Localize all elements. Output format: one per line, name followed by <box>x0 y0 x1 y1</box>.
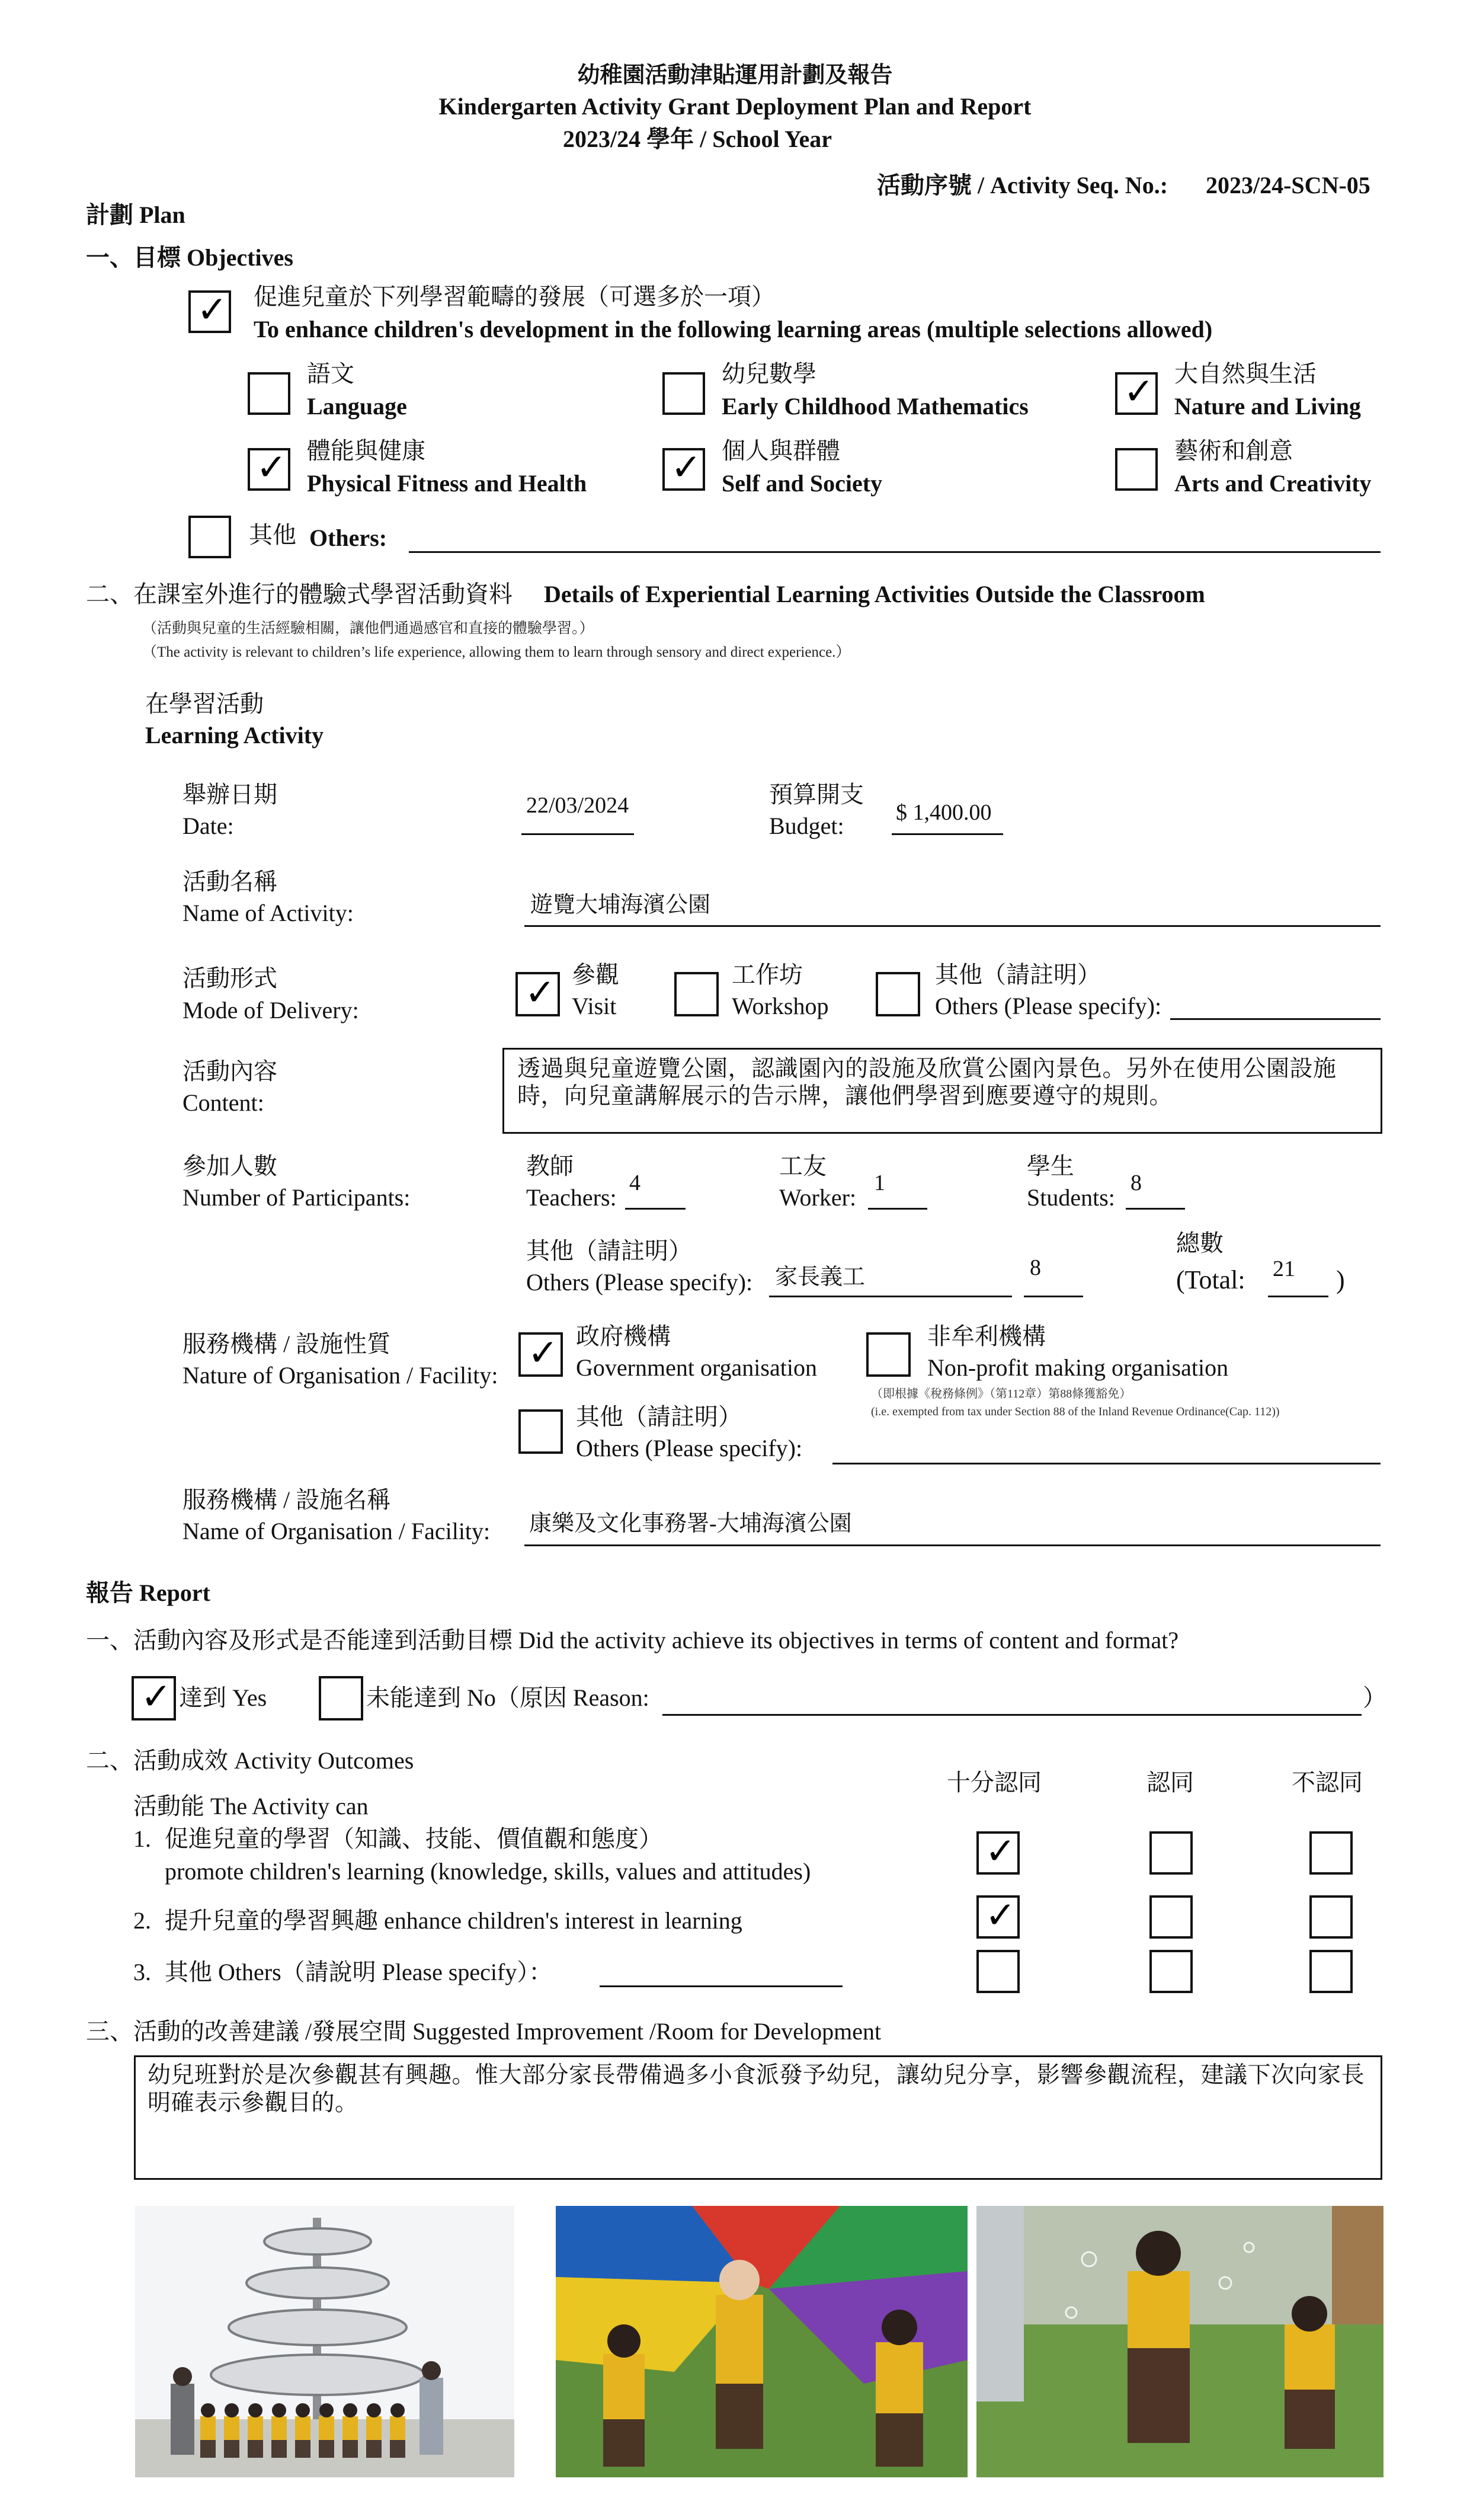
mode-label-zh: 活動形式 <box>182 965 277 992</box>
outcome-3-specify-field[interactable] <box>600 1985 843 1987</box>
title-en: Kindergarten Activity Grant Deployment Plan and Report <box>438 93 1032 120</box>
participants-others-specify-line <box>769 1296 1012 1297</box>
area-self-society-checkbox[interactable] <box>662 448 705 491</box>
photo-bubbles-lawn <box>976 2206 1383 2477</box>
objectives-intro-checkbox[interactable] <box>188 290 231 333</box>
objectives-heading: 一、目標 Objectives <box>86 244 293 271</box>
teachers-label-zh: 教師 <box>526 1153 574 1179</box>
plan-heading: 計劃 Plan <box>86 202 185 228</box>
area-language-checkbox[interactable] <box>248 372 290 415</box>
students-label-en: Students: <box>1027 1184 1115 1211</box>
students-value: 8 <box>1130 1171 1142 1195</box>
participants-label-en: Number of Participants: <box>182 1184 411 1211</box>
total-label-zh: 總數 <box>1176 1230 1224 1256</box>
report-no-checkbox[interactable] <box>319 1676 363 1720</box>
participants-others-value-line <box>1024 1296 1083 1297</box>
details-heading-zh: 二、在課室外進行的體驗式學習活動資料 <box>86 581 513 607</box>
scale-disagree: 不認同 <box>1292 1769 1363 1796</box>
objectives-others-zh: 其他 <box>249 522 296 548</box>
org-government-checkbox[interactable] <box>518 1332 563 1377</box>
mode-others-field[interactable] <box>1170 1018 1381 1020</box>
learning-activity-zh: 在學習活動 <box>145 690 264 717</box>
outcome-3-agree-checkbox[interactable] <box>1149 1950 1193 1993</box>
seq-label: 活動序號 / Activity Seq. No.: <box>877 172 1168 199</box>
photo-bubbles-lawn-image <box>976 2206 1383 2477</box>
org-nonprofit-checkbox[interactable] <box>866 1332 911 1377</box>
area-nature-en: Nature and Living <box>1174 393 1361 420</box>
outcomes-heading: 二、活動成效 Activity Outcomes <box>86 1747 414 1774</box>
org-name-value: 康樂及文化事務署-大埔海濱公園 <box>529 1511 852 1536</box>
report-heading: 報告 Report <box>86 1579 210 1606</box>
mode-workshop-checkbox[interactable] <box>674 972 719 1016</box>
total-label-en: (Total: <box>1176 1265 1245 1294</box>
org-name-label-zh: 服務機構 / 設施名稱 <box>182 1486 391 1513</box>
budget-value: $ 1,400.00 <box>896 800 992 825</box>
outcome-3-strongly-agree-checkbox[interactable] <box>976 1950 1020 1993</box>
area-language-en: Language <box>307 393 407 420</box>
school-year: 2023/24 學年 / School Year <box>563 126 832 152</box>
details-heading-en: Details of Experiential Learning Activities Outside the Classroom <box>544 581 1205 607</box>
mode-visit-en: Visit <box>572 993 617 1019</box>
outcome-1-strongly-agree-checkbox[interactable] <box>976 1831 1020 1875</box>
improvement-text: 幼兒班對於是次參觀甚有興趣。惟大部分家長帶備過多小食派發予幼兒，讓幼兒分享，影響參觀流程，建議下次向家長明確表示參觀目的。 <box>148 2062 1365 2116</box>
scale-agree: 認同 <box>1146 1769 1194 1796</box>
activity-can-label: 活動能 The Activity can <box>133 1793 369 1819</box>
participants-others-specify: 家長義工 <box>775 1265 866 1290</box>
report-no-close: ） <box>1363 1684 1386 1711</box>
area-math-checkbox[interactable] <box>662 372 705 415</box>
org-government-en: Government organisation <box>576 1354 817 1381</box>
objectives-intro-zh: 促進兒童於下列學習範疇的發展（可選多於一項） <box>254 283 775 310</box>
report-no-reason-field[interactable] <box>662 1714 1362 1716</box>
outcome-2-num: 2. <box>133 1907 151 1934</box>
worker-label-zh: 工友 <box>779 1153 827 1179</box>
teachers-label-en: Teachers: <box>526 1184 617 1211</box>
details-note-en: （The activity is relevant to children’s life experience, allowing them to learn through sensory and direct experience.） <box>142 644 851 660</box>
area-arts-checkbox[interactable] <box>1115 448 1158 491</box>
details-note-zh: （活動與兒童的生活經驗相關，讓他們通過感官和直接的體驗學習。） <box>142 621 594 637</box>
outcome-2-strongly-agree-checkbox[interactable] <box>976 1895 1020 1939</box>
nonprofit-note-zh: （即根據《稅務條例》（第112章）第88條獲豁免） <box>871 1387 1132 1400</box>
budget-label-en: Budget: <box>769 813 844 839</box>
report-yes-checkbox[interactable] <box>132 1676 176 1720</box>
mode-others-checkbox[interactable] <box>876 972 920 1016</box>
area-fitness-en: Physical Fitness and Health <box>307 470 587 497</box>
area-fitness-checkbox[interactable] <box>248 448 290 491</box>
worker-label-en: Worker: <box>779 1184 857 1211</box>
mode-workshop-en: Workshop <box>732 993 829 1019</box>
budget-field-line <box>892 833 1003 835</box>
area-nature-zh: 大自然與生活 <box>1174 360 1317 387</box>
title-zh: 幼稚園活動津貼運用計劃及報告 <box>577 62 893 88</box>
outcome-2-disagree-checkbox[interactable] <box>1309 1895 1353 1939</box>
objectives-intro-en: To enhance children's development in the following learning areas (multiple selections allowed) <box>254 316 1213 343</box>
outcome-1-disagree-checkbox[interactable] <box>1309 1831 1353 1875</box>
outcome-3-disagree-checkbox[interactable] <box>1309 1950 1353 1993</box>
objectives-others-en: Others: <box>309 525 387 551</box>
org-others-en: Others (Please specify): <box>576 1435 803 1462</box>
teachers-line <box>625 1208 686 1210</box>
org-others-checkbox[interactable] <box>518 1409 563 1454</box>
content-value: 透過與兒童遊覽公園，認識園內的設施及欣賞公園內景色。另外在使用公園設施時，向兒童講解展示的告示牌，讓他們學習到應要遵守的規則。 <box>517 1056 1337 1109</box>
date-label-en: Date: <box>182 813 234 839</box>
date-value: 22/03/2024 <box>526 793 629 818</box>
activity-name-value: 遊覽大埔海濱公園 <box>530 893 711 917</box>
org-others-field[interactable] <box>832 1463 1381 1464</box>
area-math-en: Early Childhood Mathematics <box>722 393 1029 420</box>
learning-activity-en: Learning Activity <box>145 722 324 749</box>
org-nonprofit-zh: 非牟利機構 <box>927 1323 1046 1349</box>
area-language-zh: 語文 <box>307 360 354 387</box>
org-name-label-en: Name of Organisation / Facility: <box>182 1518 491 1544</box>
org-nature-label-en: Nature of Organisation / Facility: <box>182 1362 498 1389</box>
participants-label-zh: 參加人數 <box>182 1153 277 1179</box>
org-government-zh: 政府機構 <box>576 1323 671 1349</box>
photo-parachute-play <box>556 2206 968 2477</box>
photo-parachute-play-image <box>556 2206 968 2477</box>
report-q1: 一、活動內容及形式是否能達到活動目標 Did the activity achieve its objectives in terms of content and format? <box>86 1627 1179 1654</box>
outcome-2-zh: 提升兒童的學習興趣 enhance children's interest in learning <box>165 1907 742 1934</box>
report-yes-label: 達到 Yes <box>179 1684 267 1711</box>
improvement-heading: 三、活動的改善建議 /發展空間 Suggested Improvement /Room for Development <box>86 2018 882 2045</box>
improvement-box <box>134 2055 1382 2180</box>
outcome-3-num: 3. <box>133 1959 151 1985</box>
area-math-zh: 幼兒數學 <box>722 360 816 387</box>
area-fitness-zh: 體能與健康 <box>307 437 425 464</box>
outcome-1-zh: 促進兒童的學習（知識、技能、價值觀和態度） <box>165 1825 662 1852</box>
org-nature-label-zh: 服務機構 / 設施性質 <box>182 1331 391 1357</box>
content-label-zh: 活動內容 <box>182 1058 277 1085</box>
content-box <box>502 1048 1382 1134</box>
worker-value: 1 <box>874 1171 885 1195</box>
org-others-zh: 其他（請註明） <box>576 1403 742 1430</box>
org-name-line <box>524 1544 1381 1546</box>
participants-others-zh: 其他（請註明） <box>526 1237 692 1264</box>
budget-label-zh: 預算開支 <box>769 781 864 808</box>
area-self-society-en: Self and Society <box>722 470 883 497</box>
mode-visit-checkbox[interactable] <box>515 972 560 1016</box>
participants-others-value: 8 <box>1030 1255 1041 1280</box>
mode-workshop-zh: 工作坊 <box>732 961 803 988</box>
area-nature-checkbox[interactable] <box>1115 372 1158 415</box>
area-arts-zh: 藝術和創意 <box>1174 437 1293 464</box>
content-label-en: Content: <box>182 1089 264 1116</box>
total-line <box>1268 1296 1328 1297</box>
outcome-1-en: promote children's learning (knowledge, skills, values and attitudes) <box>165 1858 811 1885</box>
outcome-1-agree-checkbox[interactable] <box>1149 1831 1193 1875</box>
report-no-label: 未能達到 No（原因 Reason: <box>366 1684 649 1711</box>
objectives-others-checkbox[interactable] <box>188 516 231 558</box>
photo-group-tower-image <box>135 2206 514 2477</box>
mode-visit-zh: 參觀 <box>572 961 619 988</box>
activity-name-label-zh: 活動名稱 <box>182 868 277 895</box>
mode-label-en: Mode of Delivery: <box>182 997 359 1024</box>
outcome-3-zh: 其他 Others（請說明 Please specify）： <box>165 1959 553 1985</box>
students-line <box>1126 1208 1185 1210</box>
area-self-society-zh: 個人與群體 <box>722 437 840 464</box>
objectives-others-field[interactable] <box>409 551 1381 553</box>
date-label-zh: 舉辦日期 <box>182 781 277 808</box>
date-field-line <box>521 833 634 835</box>
seq-value: 2023/24-SCN-05 <box>1206 172 1370 199</box>
activity-name-label-en: Name of Activity: <box>182 900 354 926</box>
activity-name-line <box>524 925 1381 927</box>
scale-strongly-agree: 十分認同 <box>947 1769 1042 1796</box>
outcome-2-agree-checkbox[interactable] <box>1149 1895 1193 1939</box>
total-close: ) <box>1336 1265 1345 1294</box>
participants-others-en: Others (Please specify): <box>526 1269 753 1296</box>
photo-group-tower <box>135 2206 514 2477</box>
nonprofit-note-en: (i.e. exempted from tax under Section 88 of the Inland Revenue Ordinance(Cap. 112)) <box>871 1405 1280 1418</box>
outcome-1-num: 1. <box>133 1825 151 1852</box>
students-label-zh: 學生 <box>1027 1153 1074 1179</box>
area-arts-en: Arts and Creativity <box>1174 470 1372 497</box>
teachers-value: 4 <box>629 1171 640 1195</box>
mode-others-zh: 其他（請註明） <box>935 961 1101 988</box>
mode-others-en: Others (Please specify): <box>935 993 1162 1019</box>
org-nonprofit-en: Non-profit making organisation <box>927 1354 1229 1381</box>
worker-line <box>868 1208 927 1210</box>
total-value: 21 <box>1273 1256 1295 1281</box>
